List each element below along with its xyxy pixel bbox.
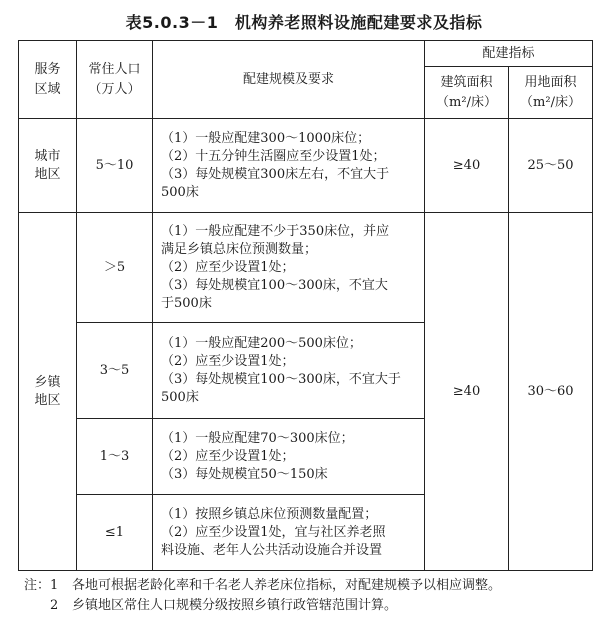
- note-number: 2: [50, 598, 59, 613]
- population-cell: 3～5: [77, 323, 153, 419]
- header-land-area-line-2: （m²/床）: [520, 94, 581, 110]
- population-cell: ≤1: [77, 495, 153, 571]
- requirement-line: 500床: [161, 184, 199, 200]
- requirements-cell: [153, 495, 425, 571]
- requirements-cell: [153, 323, 425, 419]
- requirement-line: 500床: [161, 389, 199, 405]
- requirement-line: （2）应至少设置1处；: [161, 353, 295, 369]
- requirement-line: 于500床: [161, 295, 212, 311]
- header-requirements: 配建规模及要求: [153, 41, 425, 119]
- header-building-area: [425, 67, 509, 119]
- requirement-line: （3）每处规模宜300床左右，不宜大于: [161, 166, 390, 182]
- note-number: 1: [50, 578, 59, 593]
- header-building-area-line-1: 建筑面积: [440, 74, 493, 90]
- requirement-line: （2）应至少设置1处；: [161, 448, 295, 464]
- note-item: [24, 576, 501, 596]
- header-indicators: 配建指标: [425, 41, 593, 67]
- header-region-line-1: 服务: [34, 61, 61, 77]
- table-notes: [24, 576, 501, 616]
- region-urban-line-2: 地区: [34, 166, 61, 182]
- region-cell-urban: [19, 119, 77, 213]
- region-urban-line-1: 城市: [34, 148, 61, 164]
- region-town-line-1: 乡镇: [34, 374, 61, 390]
- building-area-cell-urban: ≥40: [425, 119, 509, 213]
- requirement-line: 满足乡镇总床位预测数量；: [161, 241, 318, 257]
- requirement-line: （1）一般应配建不少于350床位，并应: [161, 223, 390, 239]
- requirement-line: （3）每处规模宜100～300床，不宜大: [161, 277, 388, 293]
- note-item: [24, 596, 501, 616]
- header-region: [19, 41, 77, 119]
- header-population-line-2: （万人）: [88, 81, 141, 97]
- region-cell-town: [19, 213, 77, 571]
- note-text: 各地可根据老龄化率和千名老人养老床位指标，对配建规模予以相应调整。: [72, 578, 502, 593]
- requirement-line: （1）一般应配建70～300床位；: [161, 430, 354, 446]
- population-cell: ＞5: [77, 213, 153, 323]
- region-town-line-2: 地区: [34, 392, 61, 408]
- note-text: 乡镇地区常住人口规模分级按照乡镇行政管辖范围计算。: [72, 598, 398, 613]
- header-region-line-2: 区域: [34, 81, 61, 97]
- requirement-line: （3）每处规模宜50～150床: [161, 466, 328, 482]
- land-area-cell-town: 30～60: [509, 213, 593, 571]
- header-land-area: [509, 67, 593, 119]
- header-population: [77, 41, 153, 119]
- requirement-line: （2）十五分钟生活圈应至少设置1处；: [161, 148, 386, 164]
- header-population-line-1: 常住人口: [88, 61, 141, 77]
- requirements-cell: [153, 419, 425, 495]
- requirement-line: （1）按照乡镇总床位预测数量配置；: [161, 506, 378, 522]
- requirement-line: （1）一般应配建300～1000床位；: [161, 130, 371, 146]
- population-cell: 5～10: [77, 119, 153, 213]
- header-land-area-line-1: 用地面积: [524, 74, 577, 90]
- requirement-line: 料设施、老年人公共活动设施合并设置: [161, 542, 383, 558]
- header-building-area-line-2: （m²/床）: [436, 94, 497, 110]
- requirement-line: （3）每处规模宜100～300床，不宜大于: [161, 371, 401, 387]
- population-cell: 1～3: [77, 419, 153, 495]
- requirements-cell: [153, 119, 425, 213]
- building-area-cell-town: ≥40: [425, 213, 509, 571]
- requirement-line: （2）应至少设置1处，宜与社区养老照: [161, 524, 386, 540]
- note-prefix: 注：: [24, 578, 51, 593]
- requirements-cell: [153, 213, 425, 323]
- land-area-cell-urban: 25～50: [509, 119, 593, 213]
- requirement-line: （2）应至少设置1处；: [161, 259, 295, 275]
- table-title: 表5.0.3－1 机构养老照料设施配建要求及指标: [125, 13, 483, 32]
- table-row: [19, 119, 593, 213]
- spec-table: [18, 40, 593, 571]
- table-row: [19, 213, 593, 323]
- requirement-line: （1）一般应配建200～500床位；: [161, 335, 362, 351]
